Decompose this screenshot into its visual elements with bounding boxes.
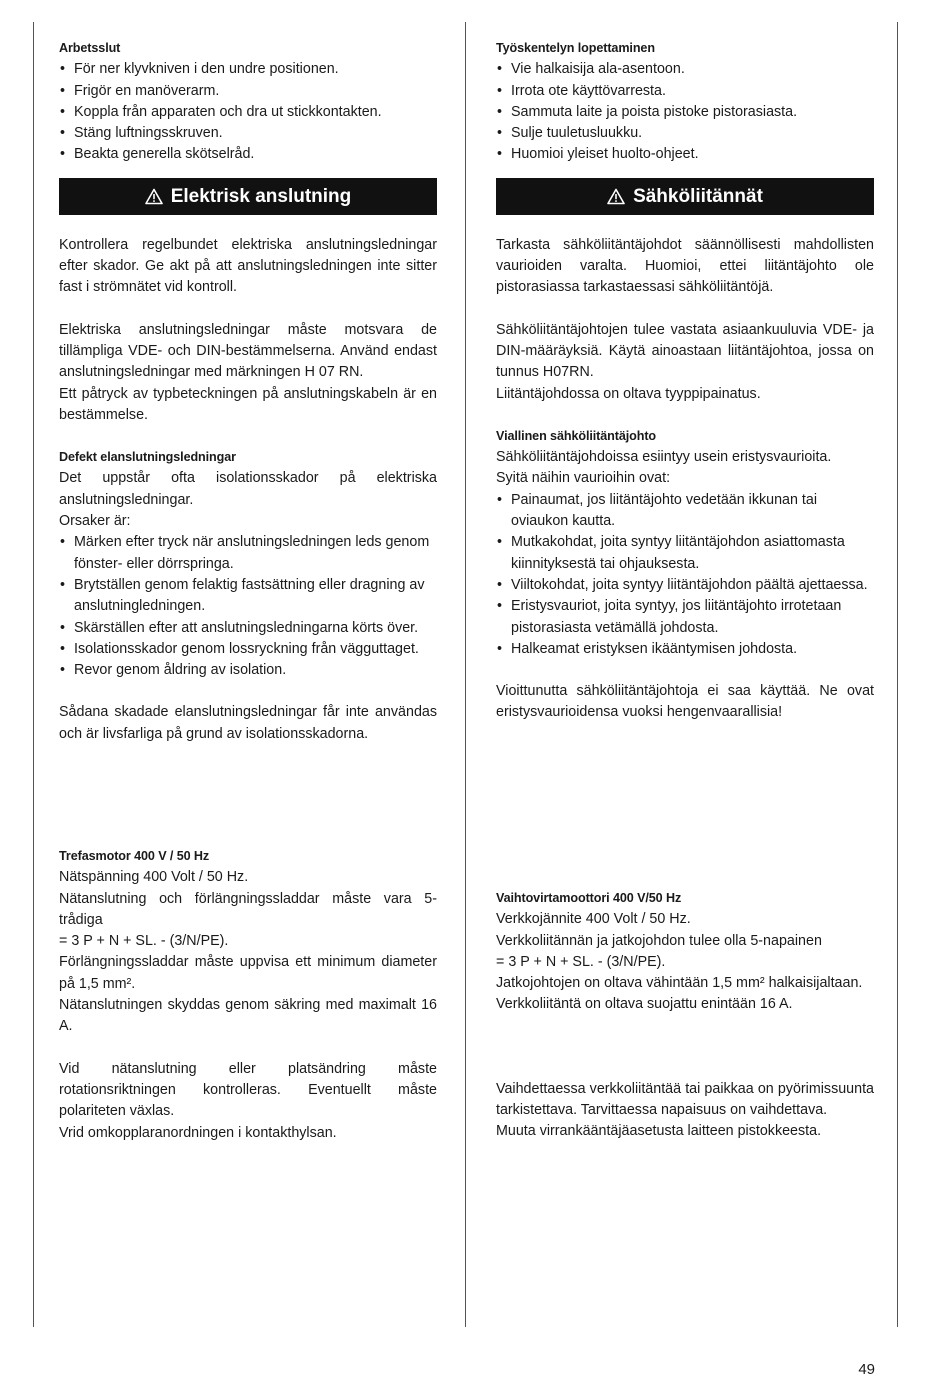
paragraph: Vrid omkopplaranordningen i kontakthylsan. xyxy=(59,1124,337,1141)
list-item: • Halkeamat eristyksen ikääntymisen johdosta. xyxy=(496,639,874,660)
list-item: • Beakta generella skötselråd. xyxy=(59,144,437,165)
page-number: 49 xyxy=(858,1361,875,1378)
paragraph: Förlängningssladdar måste uppvisa ett minimum diameter på 1,5 mm². xyxy=(59,954,437,992)
paragraph: Jatkojohtojen on oltava vähintään 1,5 mm² halkaisijaltaan. xyxy=(496,975,863,992)
section-banner-elektrisk-anslutning xyxy=(59,178,437,215)
list-item: • Brytställen genom felaktig fastsättning eller dragning av anslutningledningen. xyxy=(59,575,437,618)
list-item: • Märken efter tryck när anslutningsledningen leds genom fönster- eller dörrspringa. xyxy=(59,532,437,575)
paragraph: Tarkasta sähköliitäntäjohdot säännöllisesti mahdollisten vaurioiden varalta. Huomioi, ettei liitäntäjohto ole pistorasiassa tarkastaessasi sähköliitäntöjä. xyxy=(496,236,874,296)
center-divider-line xyxy=(465,22,466,1327)
list-item: • Huomioi yleiset huolto-ohjeet. xyxy=(496,144,874,165)
list-item: • Painaumat, jos liitäntäjohto vedetään ikkunan tai oviaukon kautta. xyxy=(496,490,874,533)
warning-icon xyxy=(607,188,625,205)
list-item: • Sulje tuuletusluukku. xyxy=(496,123,874,144)
left-motor-section xyxy=(59,846,437,1144)
paragraph: Ett påtryck av typbeteckningen på anslutningskabeln är en bestämmelse. xyxy=(59,385,437,423)
viallinen-heading: Viallinen sähköliitäntäjohto xyxy=(496,428,657,443)
motor-heading: Vaihtovirtamoottori 400 V/50 Hz xyxy=(496,891,682,905)
paragraph: Liitäntäjohdossa on oltava tyyppipainatus. xyxy=(496,385,761,402)
paragraph: Vaihdettaessa verkkoliitäntää tai paikkaa on pyörimissuunta tarkistettava. Tarvittaessa napaisuus on vaihdettava. xyxy=(496,1080,874,1119)
paragraph: Verkkoliitäntä on oltava suojattu enintään 16 A. xyxy=(496,996,793,1013)
paragraph: Sähköliitäntäjohtojen tulee vastata asiaankuuluvia VDE- ja DIN-määräyksiä. Käytä ainoastaan liitäntäjohtoa, jossa on tunnus H07RN. xyxy=(496,321,874,381)
paragraph: = 3 P + N + SL. - (3/N/PE). xyxy=(496,953,666,970)
paragraph: Sådana skadade elanslutningsledningar får inte användas och är livsfarliga på grund av isolationsskadorna. xyxy=(59,704,437,742)
right-motor-section xyxy=(496,888,874,1143)
list-item: • Frigör en manöverarm. xyxy=(59,81,437,102)
paragraph: Orsaker är: xyxy=(59,513,131,530)
paragraph: Sähköliitäntäjohdoissa esiintyy usein eristysvaurioita. xyxy=(496,449,832,466)
list-item: • Isolationsskador genom lossryckning från vägguttaget. xyxy=(59,639,437,660)
section-banner-sahkoliitannat xyxy=(496,178,874,215)
list-item: • Mutkakohdat, joita syntyy liitäntäjohdon asiattomasta kiinnityksestä tai ohjauksesta. xyxy=(496,532,874,575)
list-item: • Vie halkaisija ala-asentoon. xyxy=(496,59,874,80)
list-item: • Eristysvauriot, joita syntyy, jos liitäntäjohto irrotetaan pistorasiasta vetämällä johdosta. xyxy=(496,596,874,639)
paragraph: Syitä näihin vaurioihin ovat: xyxy=(496,470,671,487)
paragraph: Muuta virrankääntäjäasetusta laitteen pistokkeesta. xyxy=(496,1123,822,1140)
paragraph: Verkkoliitännän ja jatkojohdon tulee olla 5-napainen xyxy=(496,932,822,949)
banner-title: Elektrisk anslutning xyxy=(170,185,352,207)
right-column xyxy=(496,38,874,724)
arbetsslut-list xyxy=(59,59,437,165)
right-margin-line xyxy=(897,22,898,1327)
paragraph: Nätanslutning och förlängningssladdar måste vara 5-trådiga xyxy=(59,890,437,928)
defekt-cause-list xyxy=(59,532,437,681)
left-margin-line xyxy=(33,22,34,1327)
list-item: • Koppla från apparaten och dra ut stickkontakten. xyxy=(59,102,437,123)
lopettaminen-list xyxy=(496,59,874,165)
defekt-heading: Defekt elanslutningsledningar xyxy=(59,450,236,465)
list-item: • För ner klyvkniven i den undre positionen. xyxy=(59,59,437,80)
left-column xyxy=(59,38,437,745)
paragraph: Elektriska anslutningsledningar måste motsvara de tillämpliga VDE- och DIN-bestämmelserna. Använd endast anslutningsledningar med märkningen H 07 RN. xyxy=(59,321,437,381)
paragraph: Nätspänning 400 Volt / 50 Hz. xyxy=(59,869,249,886)
list-item: • Revor genom åldring av isolation. xyxy=(59,660,437,681)
list-item: • Sammuta laite ja poista pistoke pistorasiasta. xyxy=(496,102,874,123)
lopettaminen-heading: Työskentelyn lopettaminen xyxy=(496,41,655,55)
paragraph: Det uppstår ofta isolationsskador på elektriska anslutningsledningar. xyxy=(59,470,437,508)
list-item: • Irrota ote käyttövarresta. xyxy=(496,81,874,102)
paragraph: Verkkojännite 400 Volt / 50 Hz. xyxy=(496,911,691,928)
paragraph: Vid nätanslutning eller platsändring måste rotationsriktningen kontrolleras. Eventuellt måste polariteten växlas. xyxy=(59,1060,437,1120)
list-item: • Stäng luftningsskruven. xyxy=(59,123,437,144)
list-item: • Viiltokohdat, joita syntyy liitäntäjohdon päältä ajettaessa. xyxy=(496,575,874,596)
warning-icon xyxy=(145,188,163,205)
paragraph: Kontrollera regelbundet elektriska anslutningsledningar efter skador. Ge akt på att anslutningsledningen inte sitter fast i strömnätet vid kontroll. xyxy=(59,236,437,296)
arbetsslut-heading: Arbetsslut xyxy=(59,41,121,55)
motor-heading: Trefasmotor 400 V / 50 Hz xyxy=(59,849,210,863)
paragraph: Vioittunutta sähköliitäntäjohtoja ei saa käyttää. Ne ovat eristysvaurioidensa vuoksi hengenvaarallisia! xyxy=(496,683,874,721)
banner-title: Sähköliitännät xyxy=(633,185,763,207)
list-item: • Skärställen efter att anslutningsledningarna körts över. xyxy=(59,618,437,639)
paragraph: Nätanslutningen skyddas genom säkring med maximalt 16 A. xyxy=(59,997,437,1035)
viallinen-cause-list xyxy=(496,490,874,660)
paragraph: = 3 P + N + SL. - (3/N/PE). xyxy=(59,933,229,950)
